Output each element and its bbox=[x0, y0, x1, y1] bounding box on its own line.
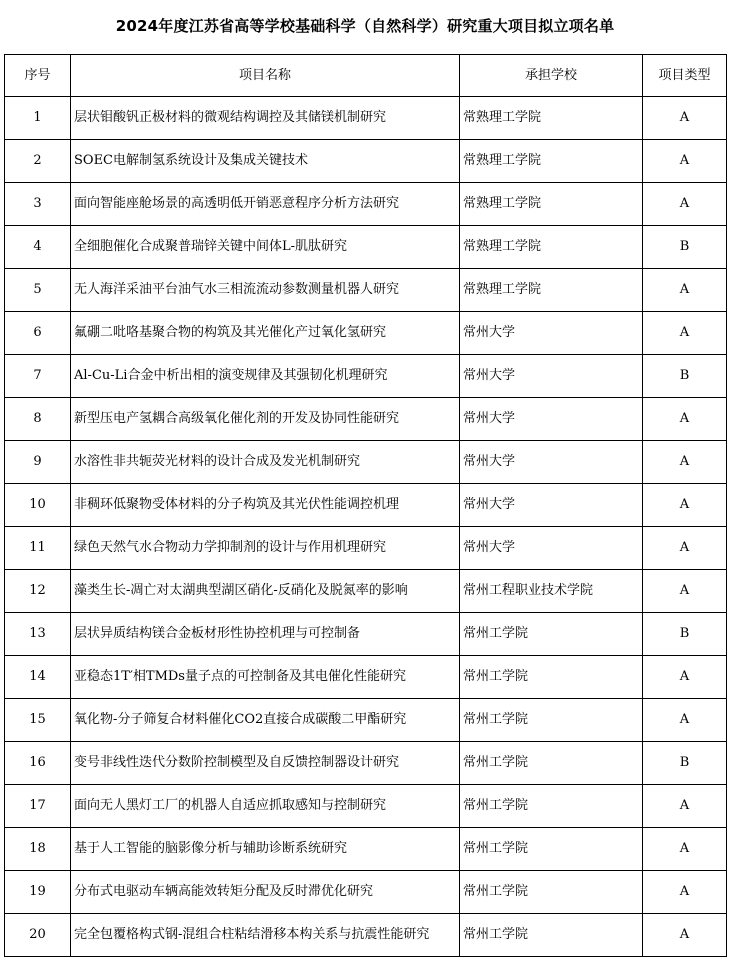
cell-no: 13 bbox=[5, 613, 71, 656]
cell-school: 常州大学 bbox=[460, 398, 643, 441]
cell-no: 8 bbox=[5, 398, 71, 441]
cell-no: 7 bbox=[5, 355, 71, 398]
table-row bbox=[5, 871, 727, 914]
cell-school: 常州大学 bbox=[460, 441, 643, 484]
cell-name: 变号非线性迭代分数阶控制模型及自反馈控制器设计研究 bbox=[71, 742, 460, 785]
cell-no: 11 bbox=[5, 527, 71, 570]
table-row bbox=[5, 441, 727, 484]
cell-no: 19 bbox=[5, 871, 71, 914]
cell-name: 非稠环低聚物受体材料的分子构筑及其光伏性能调控机理 bbox=[71, 484, 460, 527]
cell-school: 常熟理工学院 bbox=[460, 183, 643, 226]
table-row bbox=[5, 613, 727, 656]
cell-no: 20 bbox=[5, 914, 71, 957]
cell-school: 常州大学 bbox=[460, 527, 643, 570]
cell-no: 18 bbox=[5, 828, 71, 871]
header-type: 项目类型 bbox=[643, 55, 727, 97]
cell-name: 层状异质结构镁合金板材形性协控机理与可控制备 bbox=[71, 613, 460, 656]
cell-type: B bbox=[643, 226, 727, 269]
cell-type: A bbox=[643, 527, 727, 570]
cell-school: 常熟理工学院 bbox=[460, 226, 643, 269]
table-row bbox=[5, 398, 727, 441]
cell-name: 绿色天然气水合物动力学抑制剂的设计与作用机理研究 bbox=[71, 527, 460, 570]
table-row bbox=[5, 183, 727, 226]
table-row bbox=[5, 355, 727, 398]
cell-school: 常州工学院 bbox=[460, 871, 643, 914]
cell-name: 氟硼二吡咯基聚合物的构筑及其光催化产过氧化氢研究 bbox=[71, 312, 460, 355]
cell-name: 面向无人黑灯工厂的机器人自适应抓取感知与控制研究 bbox=[71, 785, 460, 828]
cell-no: 3 bbox=[5, 183, 71, 226]
cell-name: 新型压电产氢耦合高级氧化催化剂的开发及协同性能研究 bbox=[71, 398, 460, 441]
cell-type: A bbox=[643, 656, 727, 699]
cell-type: A bbox=[643, 570, 727, 613]
cell-type: B bbox=[643, 355, 727, 398]
cell-no: 5 bbox=[5, 269, 71, 312]
table-body bbox=[5, 97, 727, 957]
cell-school: 常州大学 bbox=[460, 312, 643, 355]
cell-no: 10 bbox=[5, 484, 71, 527]
cell-no: 14 bbox=[5, 656, 71, 699]
document-title: 2024年度江苏省高等学校基础科学（自然科学）研究重大项目拟立项名单 bbox=[115, 17, 615, 35]
cell-type: A bbox=[643, 312, 727, 355]
cell-no: 4 bbox=[5, 226, 71, 269]
table-row bbox=[5, 742, 727, 785]
table-row bbox=[5, 484, 727, 527]
cell-name: Al-Cu-Li合金中析出相的演变规律及其强韧化机理研究 bbox=[71, 355, 460, 398]
cell-type: A bbox=[643, 140, 727, 183]
header-school: 承担学校 bbox=[460, 55, 643, 97]
cell-name: 完全包覆格构式钢-混组合柱粘结滑移本构关系与抗震性能研究 bbox=[71, 914, 460, 957]
cell-name: 分布式电驱动车辆高能效转矩分配及反时滞优化研究 bbox=[71, 871, 460, 914]
table-row bbox=[5, 97, 727, 140]
cell-name: 基于人工智能的脑影像分析与辅助诊断系统研究 bbox=[71, 828, 460, 871]
cell-school: 常州大学 bbox=[460, 355, 643, 398]
cell-school: 常州工学院 bbox=[460, 742, 643, 785]
cell-school: 常熟理工学院 bbox=[460, 269, 643, 312]
cell-type: A bbox=[643, 484, 727, 527]
table-row bbox=[5, 527, 727, 570]
cell-type: B bbox=[643, 742, 727, 785]
cell-type: A bbox=[643, 871, 727, 914]
table-row bbox=[5, 269, 727, 312]
table-header-row bbox=[5, 55, 727, 97]
cell-school: 常州工程职业技术学院 bbox=[460, 570, 643, 613]
cell-no: 2 bbox=[5, 140, 71, 183]
cell-type: A bbox=[643, 828, 727, 871]
cell-school: 常熟理工学院 bbox=[460, 140, 643, 183]
table-row bbox=[5, 914, 727, 957]
cell-no: 1 bbox=[5, 97, 71, 140]
cell-name: 氧化物-分子筛复合材料催化CO2直接合成碳酸二甲酯研究 bbox=[71, 699, 460, 742]
project-table bbox=[4, 54, 727, 957]
cell-school: 常州工学院 bbox=[460, 828, 643, 871]
cell-no: 15 bbox=[5, 699, 71, 742]
cell-name: 无人海洋采油平台油气水三相流流动参数测量机器人研究 bbox=[71, 269, 460, 312]
table-row bbox=[5, 140, 727, 183]
cell-name: 藻类生长-凋亡对太湖典型湖区硝化-反硝化及脱氮率的影响 bbox=[71, 570, 460, 613]
cell-no: 6 bbox=[5, 312, 71, 355]
cell-name: SOEC电解制氢系统设计及集成关键技术 bbox=[71, 140, 460, 183]
table-row bbox=[5, 570, 727, 613]
cell-school: 常州工学院 bbox=[460, 656, 643, 699]
cell-type: B bbox=[643, 613, 727, 656]
cell-type: A bbox=[643, 183, 727, 226]
table-row bbox=[5, 828, 727, 871]
cell-school: 常州工学院 bbox=[460, 785, 643, 828]
cell-type: A bbox=[643, 269, 727, 312]
cell-no: 16 bbox=[5, 742, 71, 785]
table-row bbox=[5, 312, 727, 355]
cell-type: A bbox=[643, 441, 727, 484]
cell-type: A bbox=[643, 914, 727, 957]
cell-school: 常州工学院 bbox=[460, 613, 643, 656]
cell-type: A bbox=[643, 97, 727, 140]
cell-school: 常州大学 bbox=[460, 484, 643, 527]
cell-name: 亚稳态1T′相TMDs量子点的可控制备及其电催化性能研究 bbox=[71, 656, 460, 699]
table-row bbox=[5, 699, 727, 742]
cell-no: 17 bbox=[5, 785, 71, 828]
header-name: 项目名称 bbox=[71, 55, 460, 97]
cell-name: 面向智能座舱场景的高透明低开销恶意程序分析方法研究 bbox=[71, 183, 460, 226]
header-no: 序号 bbox=[5, 55, 71, 97]
cell-school: 常州工学院 bbox=[460, 699, 643, 742]
cell-name: 层状钼酸钒正极材料的微观结构调控及其储镁机制研究 bbox=[71, 97, 460, 140]
table-row bbox=[5, 226, 727, 269]
cell-school: 常熟理工学院 bbox=[460, 97, 643, 140]
table-row bbox=[5, 785, 727, 828]
cell-name: 水溶性非共轭荧光材料的设计合成及发光机制研究 bbox=[71, 441, 460, 484]
cell-no: 9 bbox=[5, 441, 71, 484]
cell-type: A bbox=[643, 699, 727, 742]
cell-no: 12 bbox=[5, 570, 71, 613]
cell-type: A bbox=[643, 785, 727, 828]
table-row bbox=[5, 656, 727, 699]
cell-type: A bbox=[643, 398, 727, 441]
cell-school: 常州工学院 bbox=[460, 914, 643, 957]
cell-name: 全细胞催化合成聚普瑞锌关键中间体L-肌肽研究 bbox=[71, 226, 460, 269]
